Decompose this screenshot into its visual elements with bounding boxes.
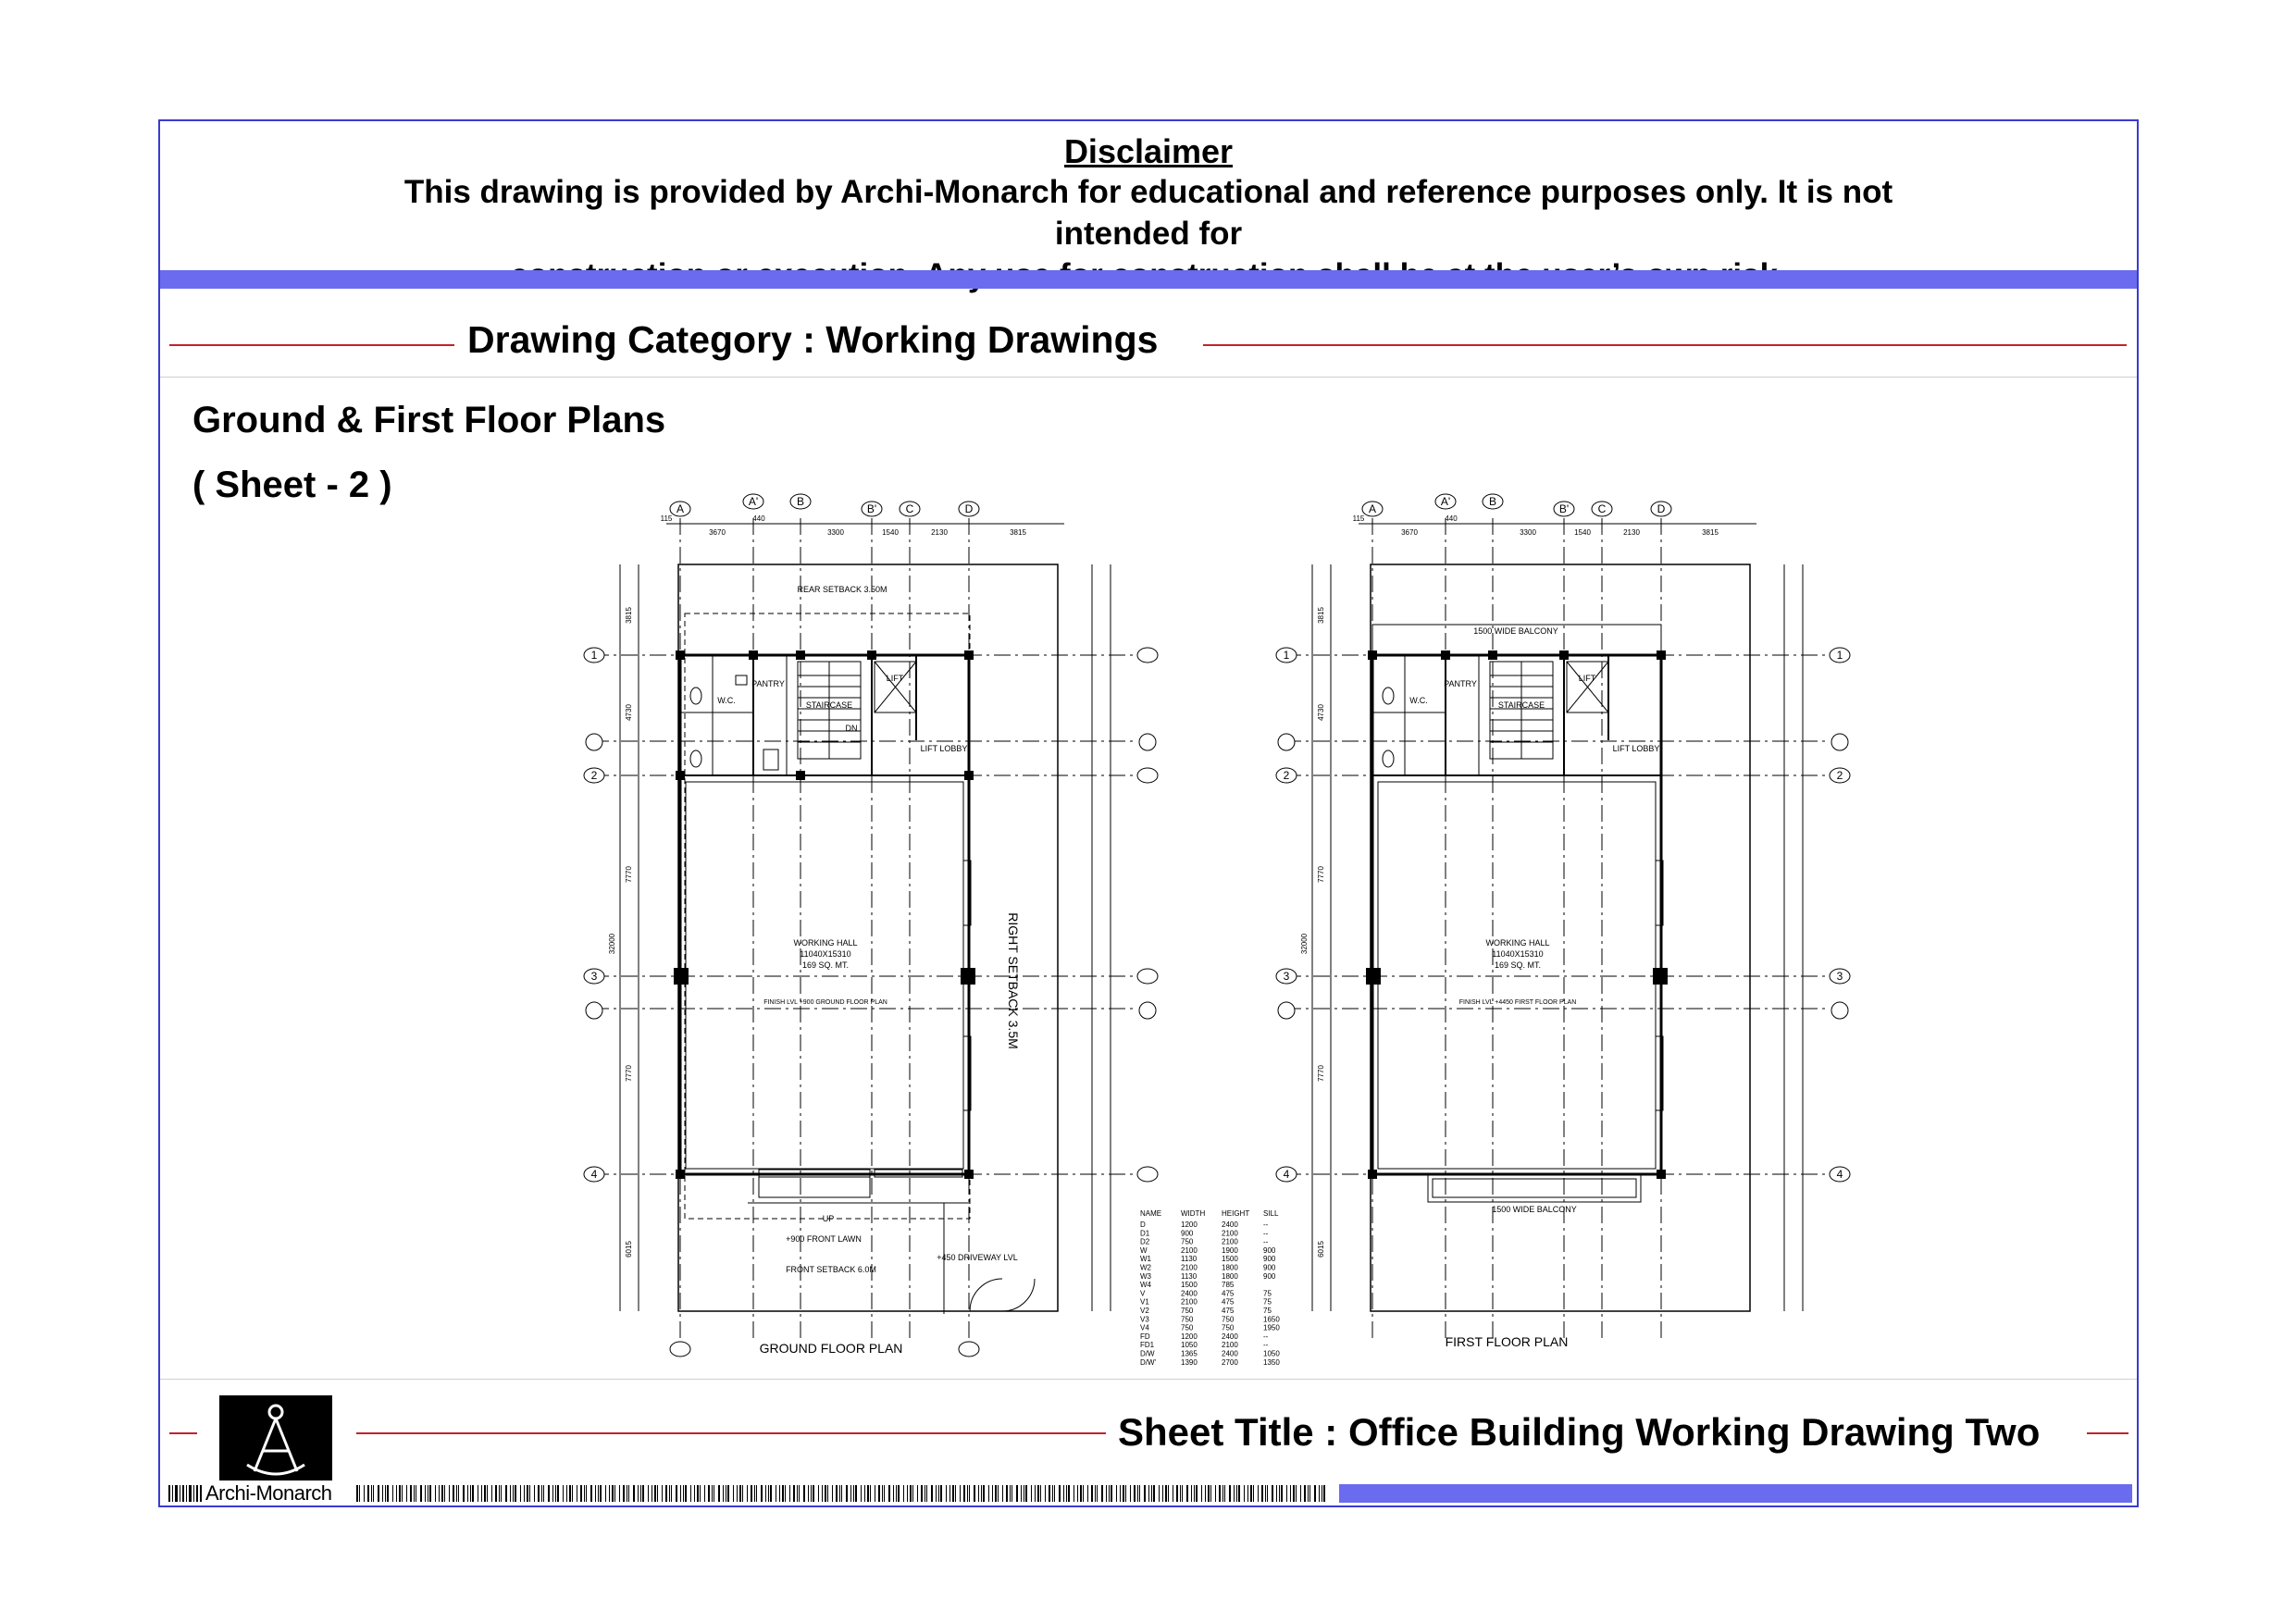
svg-text:4: 4 — [1283, 1168, 1290, 1181]
schedule-cell: 750 — [1222, 1315, 1235, 1324]
svg-text:1540: 1540 — [882, 528, 899, 537]
schedule-cell: V3 — [1140, 1315, 1149, 1324]
schedule-cell: V — [1140, 1289, 1146, 1298]
schedule-cell: 1950 — [1263, 1323, 1280, 1332]
schedule-cell: 1900 — [1222, 1245, 1238, 1255]
schedule-cell: 1350 — [1263, 1357, 1280, 1367]
schedule-cell: 1800 — [1222, 1271, 1238, 1281]
grid-label-2: 2 — [590, 769, 598, 782]
schedule-cell: V4 — [1140, 1323, 1149, 1332]
right-setback-label: RIGHT SETBACK 3.5M — [1006, 912, 1021, 1049]
schedule-cell: 1130 — [1181, 1255, 1198, 1264]
schedule-cell: D2 — [1140, 1237, 1150, 1246]
svg-text:2130: 2130 — [931, 528, 948, 537]
ground-floor-plan — [592, 518, 1134, 1342]
schedule-cell: 1800 — [1222, 1263, 1238, 1272]
svg-text:11040X15310: 11040X15310 — [1492, 949, 1544, 959]
svg-text:2130: 2130 — [1623, 528, 1640, 537]
svg-text:3815: 3815 — [1702, 528, 1719, 537]
svg-text:32000: 32000 — [1300, 933, 1309, 955]
svg-text:3815: 3815 — [1317, 607, 1325, 624]
footer-blue-bar — [1339, 1484, 2132, 1503]
dn-label: DN — [845, 724, 858, 733]
svg-text:4: 4 — [1836, 1168, 1843, 1181]
svg-text:7770: 7770 — [1317, 1065, 1325, 1082]
schedule-cell: 900 — [1263, 1263, 1276, 1272]
svg-text:B: B — [1488, 495, 1497, 508]
schedule-cell: W — [1140, 1245, 1148, 1255]
schedule-header — [1140, 1209, 1279, 1218]
svg-text:W.C.: W.C. — [1409, 696, 1428, 705]
svg-text:32000: 32000 — [608, 933, 616, 955]
schedule-cell: 75 — [1263, 1297, 1272, 1307]
schedule-cell: 475 — [1222, 1297, 1235, 1307]
schedule-cell: D/W' — [1140, 1357, 1157, 1367]
svg-text:169 SQ. MT.: 169 SQ. MT. — [1494, 960, 1542, 970]
schedule-cell: 2400 — [1181, 1289, 1198, 1298]
schedule-cell: 1200 — [1181, 1220, 1198, 1229]
svg-text:3815: 3815 — [1010, 528, 1026, 537]
svg-text:4730: 4730 — [1317, 704, 1325, 721]
svg-text:STAIRCASE: STAIRCASE — [1497, 700, 1545, 710]
svg-text:6015: 6015 — [1317, 1241, 1325, 1258]
disclaimer-panel — [158, 119, 2139, 267]
schedule-cell: 2100 — [1181, 1245, 1198, 1255]
svg-text:440: 440 — [1445, 514, 1458, 523]
svg-text:3815: 3815 — [625, 607, 633, 624]
schedule-cell: 475 — [1222, 1289, 1235, 1298]
schedule-cell: 75 — [1263, 1307, 1272, 1315]
schedule-cell: 2400 — [1222, 1332, 1238, 1341]
schedule-cell: 900 — [1263, 1271, 1276, 1281]
svg-text:7770: 7770 — [1317, 866, 1325, 883]
hall-area: 169 SQ. MT. — [801, 960, 850, 970]
svg-text:A': A' — [1440, 495, 1451, 508]
schedule-cell: 900 — [1181, 1229, 1194, 1238]
schedule-cell: 1650 — [1263, 1315, 1280, 1324]
schedule-cell: 2100 — [1181, 1263, 1198, 1272]
svg-text:WORKING HALL: WORKING HALL — [1485, 938, 1550, 948]
svg-text:2: 2 — [1283, 769, 1290, 782]
schedule-cell: D1 — [1140, 1229, 1150, 1238]
svg-text:440: 440 — [752, 514, 765, 523]
svg-text:B': B' — [1558, 502, 1570, 515]
schedule-cell: 2100 — [1222, 1237, 1238, 1246]
first-top-dims — [1353, 514, 1719, 537]
schedule-cell: D/W — [1140, 1349, 1155, 1358]
schedule-cell: 2100 — [1181, 1297, 1198, 1307]
barcode-strip-right — [356, 1485, 1333, 1502]
staircase-label: STAIRCASE — [805, 700, 853, 710]
schedule-cell: 750 — [1181, 1307, 1194, 1315]
ground-floor-plan-title: GROUND FLOOR PLAN — [759, 1341, 903, 1356]
compass-icon — [219, 1395, 332, 1481]
up-label: UP — [822, 1214, 835, 1223]
svg-text:LIFT: LIFT — [1578, 674, 1596, 683]
svg-text:D: D — [1657, 502, 1666, 515]
lift-lobby-label: LIFT LOBBY — [920, 744, 968, 753]
schedule-cell: 1050 — [1263, 1349, 1280, 1358]
lift-label: LIFT — [886, 674, 904, 683]
pantry-label: PANTRY — [751, 679, 785, 688]
schedule-cell: FD1 — [1140, 1341, 1155, 1350]
category-rule-right — [1203, 344, 2127, 346]
grid-label-b-prime: B' — [866, 502, 877, 515]
page-title: Ground & First Floor Plans — [192, 400, 666, 440]
hall-name: WORKING HALL — [793, 938, 858, 948]
sheet-title: Sheet Title : Office Building Working Drawing Two — [1118, 1410, 2041, 1454]
grid-label-c: C — [905, 502, 914, 515]
svg-text:3300: 3300 — [1520, 528, 1536, 537]
schedule-cell: D — [1140, 1220, 1146, 1229]
first-floor-plan-title: FIRST FLOOR PLAN — [1445, 1334, 1569, 1349]
schedule-cell: 900 — [1263, 1255, 1276, 1264]
svg-text:C: C — [1597, 502, 1607, 515]
schedule-cell: 1050 — [1181, 1341, 1198, 1350]
grid-label-d: D — [964, 502, 974, 515]
schedule-cell: 1365 — [1181, 1349, 1198, 1358]
grid-label-a-prime: A' — [748, 495, 759, 508]
schedule-cell: 750 — [1222, 1323, 1235, 1332]
schedule-cell: 785 — [1222, 1281, 1235, 1290]
ground-grid-bubbles — [584, 494, 1158, 1357]
sheet-number: ( Sheet - 2 ) — [192, 465, 392, 505]
svg-text:A: A — [1368, 502, 1377, 515]
header-blue-bar — [160, 270, 2137, 289]
rear-setback-label: REAR SETBACK 3.50M — [797, 585, 887, 594]
schedule-cell: 750 — [1181, 1315, 1194, 1324]
schedule-cell: -- — [1263, 1332, 1269, 1341]
brand-name: Archi-Monarch — [205, 1481, 332, 1505]
category-separator — [160, 377, 2137, 378]
hall-dims: 11040X15310 — [800, 949, 851, 959]
door-window-schedule — [1140, 1209, 1280, 1367]
footer-rule-right — [2087, 1432, 2128, 1434]
svg-text:4730: 4730 — [625, 704, 633, 721]
schedule-cell: 900 — [1263, 1245, 1276, 1255]
svg-text:115: 115 — [1352, 514, 1365, 523]
svg-text:WIDTH: WIDTH — [1181, 1209, 1206, 1218]
footer-rule-middle — [356, 1432, 1106, 1434]
schedule-cell: 750 — [1181, 1323, 1194, 1332]
svg-text:HEIGHT: HEIGHT — [1222, 1209, 1250, 1218]
schedule-cell: -- — [1263, 1341, 1269, 1350]
schedule-cell: V1 — [1140, 1297, 1149, 1307]
schedule-rows — [1140, 1220, 1280, 1367]
footer-separator — [160, 1379, 2137, 1380]
schedule-cell: 2100 — [1222, 1229, 1238, 1238]
floor-plans-drawing — [574, 481, 1869, 1369]
svg-text:PANTRY: PANTRY — [1444, 679, 1477, 688]
schedule-cell: 475 — [1222, 1307, 1235, 1315]
svg-text:1540: 1540 — [1574, 528, 1591, 537]
ground-level-label: FINISH LVL +900 GROUND FLOOR PLAN — [763, 999, 887, 1006]
svg-text:LIFT LOBBY: LIFT LOBBY — [1612, 744, 1660, 753]
front-balcony-label: 1500 WIDE BALCONY — [1492, 1205, 1577, 1214]
svg-text:3670: 3670 — [709, 528, 726, 537]
grid-label-b: B — [796, 495, 805, 508]
grid-label-3: 3 — [590, 970, 598, 983]
footer-rule-left — [169, 1432, 197, 1434]
schedule-cell: 2400 — [1222, 1349, 1238, 1358]
svg-text:7770: 7770 — [625, 866, 633, 883]
front-lawn-label: +900 FRONT LAWN — [786, 1234, 862, 1244]
schedule-cell: -- — [1263, 1237, 1269, 1246]
svg-text:2: 2 — [1836, 769, 1843, 782]
schedule-cell: 1130 — [1181, 1271, 1198, 1281]
svg-text:1: 1 — [1283, 649, 1290, 662]
svg-text:3670: 3670 — [1401, 528, 1418, 537]
first-room-labels — [1409, 626, 1659, 1349]
grid-label-a: A — [676, 502, 685, 515]
driveway-label: +450 DRIVEWAY LVL — [937, 1253, 1018, 1262]
barcode-strip-left — [168, 1485, 204, 1502]
svg-text:3: 3 — [1836, 970, 1843, 983]
disclaimer-title: Disclaimer — [1063, 132, 1234, 170]
grid-label-4: 4 — [590, 1168, 598, 1181]
schedule-cell: W4 — [1140, 1281, 1151, 1290]
schedule-cell: -- — [1263, 1220, 1269, 1229]
first-floor-plan — [1285, 518, 1826, 1342]
archi-monarch-logo — [219, 1395, 332, 1481]
schedule-cell: V2 — [1140, 1307, 1149, 1315]
category-rule-left — [169, 344, 454, 346]
front-setback-label: FRONT SETBACK 6.0M — [786, 1265, 876, 1274]
schedule-cell: W1 — [1140, 1255, 1151, 1264]
schedule-cell: 2400 — [1222, 1220, 1238, 1229]
schedule-cell: 2700 — [1222, 1357, 1238, 1367]
svg-text:7770: 7770 — [625, 1065, 633, 1082]
svg-text:3300: 3300 — [827, 528, 844, 537]
svg-text:3: 3 — [1283, 970, 1290, 983]
schedule-cell: -- — [1263, 1229, 1269, 1238]
grid-label-1: 1 — [590, 649, 598, 662]
schedule-cell: 1390 — [1181, 1357, 1198, 1367]
schedule-cell: 1200 — [1181, 1332, 1198, 1341]
rear-balcony-label: 1500 WIDE BALCONY — [1473, 626, 1558, 636]
schedule-cell: W3 — [1140, 1271, 1151, 1281]
ground-top-dims — [661, 514, 1027, 537]
schedule-cell: 2100 — [1222, 1341, 1238, 1350]
schedule-cell: 1500 — [1181, 1281, 1198, 1290]
schedule-cell: W2 — [1140, 1263, 1151, 1272]
svg-text:6015: 6015 — [625, 1241, 633, 1258]
svg-text:NAME: NAME — [1140, 1209, 1162, 1218]
svg-text:115: 115 — [660, 514, 673, 523]
schedule-cell: FD — [1140, 1332, 1150, 1341]
first-grid-bubbles — [1276, 494, 1850, 1182]
schedule-cell: 1500 — [1222, 1255, 1238, 1264]
svg-text:1: 1 — [1836, 649, 1843, 662]
disclaimer-line-1: This drawing is provided by Archi-Monarch for educational and reference purposes only. It is not intended for — [403, 174, 1893, 252]
svg-text:SILL: SILL — [1263, 1209, 1279, 1218]
wc-label: W.C. — [717, 696, 736, 705]
drawing-category: Drawing Category : Working Drawings — [467, 318, 1159, 361]
schedule-cell: 750 — [1181, 1237, 1194, 1246]
first-level-label: FINISH LVL +4450 FIRST FLOOR PLAN — [1458, 999, 1577, 1006]
schedule-cell: 75 — [1263, 1289, 1272, 1298]
